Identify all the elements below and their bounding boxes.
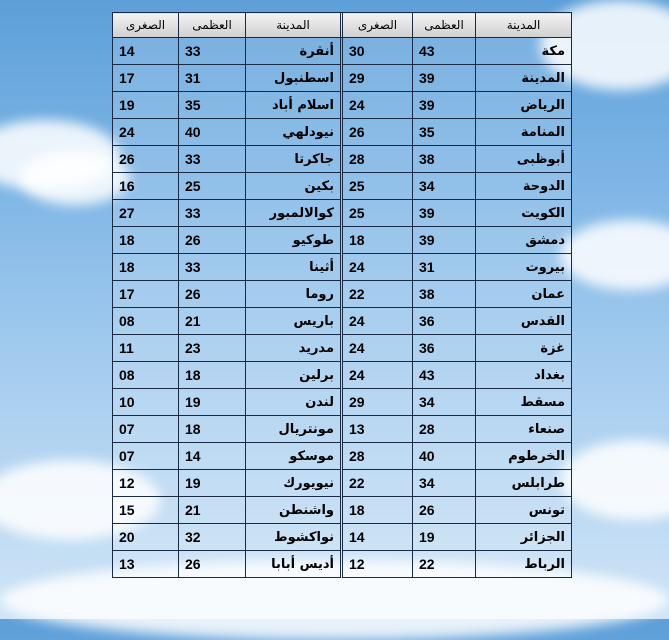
right-max-cell: 35 (413, 119, 476, 146)
table-row (113, 200, 572, 227)
right-min-cell: 24 (343, 308, 413, 335)
right-city-cell: عمان (476, 281, 572, 308)
left-min-cell: 24 (113, 119, 179, 146)
right-min-cell: 22 (343, 281, 413, 308)
left-max-cell: 33 (179, 254, 246, 281)
column-separator (341, 38, 343, 65)
right-city-cell: المنامة (476, 119, 572, 146)
column-separator (341, 470, 343, 497)
right-min-cell: 25 (343, 200, 413, 227)
left-min-cell: 10 (113, 389, 179, 416)
left-city-cell: نيودلهي (246, 119, 341, 146)
right-city-cell: المدينة (476, 65, 572, 92)
column-separator (341, 173, 343, 200)
right-max-cell: 43 (413, 362, 476, 389)
right-max-cell: 36 (413, 308, 476, 335)
right-max-cell: 38 (413, 146, 476, 173)
left-city-cell: موسكو (246, 443, 341, 470)
weather-table (112, 12, 572, 578)
right-city-cell: بيروت (476, 254, 572, 281)
left-city-cell: لندن (246, 389, 341, 416)
right-city-cell: مكة (476, 38, 572, 65)
left-min-cell: 07 (113, 416, 179, 443)
left-max-cell: 31 (179, 65, 246, 92)
table-row (113, 308, 572, 335)
table-row (113, 281, 572, 308)
right-max-cell: 39 (413, 65, 476, 92)
column-separator (341, 389, 343, 416)
right-min-cell: 26 (343, 119, 413, 146)
cloud-decoration (560, 440, 669, 520)
right-min-cell: 18 (343, 227, 413, 254)
table-row (113, 551, 572, 578)
left-city-cell: نواكشوط (246, 524, 341, 551)
table-row (113, 443, 572, 470)
left-max-cell: 19 (179, 470, 246, 497)
right-city-cell: طرابلس (476, 470, 572, 497)
left-max-cell: 14 (179, 443, 246, 470)
header-max: العظمى (179, 13, 246, 38)
table-row (113, 92, 572, 119)
column-separator (341, 308, 343, 335)
right-city-cell: الخرطوم (476, 443, 572, 470)
left-max-cell: 19 (179, 389, 246, 416)
left-city-cell: روما (246, 281, 341, 308)
right-max-cell: 34 (413, 389, 476, 416)
left-min-cell: 16 (113, 173, 179, 200)
left-min-cell: 18 (113, 254, 179, 281)
right-city-cell: الرباط (476, 551, 572, 578)
column-separator (341, 227, 343, 254)
column-separator (341, 200, 343, 227)
right-max-cell: 39 (413, 227, 476, 254)
right-min-cell: 22 (343, 470, 413, 497)
table-row (113, 119, 572, 146)
right-min-cell: 13 (343, 416, 413, 443)
right-max-cell: 31 (413, 254, 476, 281)
cloud-decoration (560, 220, 669, 290)
column-separator (341, 416, 343, 443)
right-city-cell: دمشق (476, 227, 572, 254)
left-city-cell: أديس أبابا (246, 551, 341, 578)
column-separator (341, 335, 343, 362)
column-separator (341, 119, 343, 146)
table-row (113, 389, 572, 416)
right-min-cell: 24 (343, 335, 413, 362)
right-max-cell: 40 (413, 443, 476, 470)
column-separator (341, 281, 343, 308)
right-min-cell: 28 (343, 443, 413, 470)
right-max-cell: 34 (413, 173, 476, 200)
right-max-cell: 28 (413, 416, 476, 443)
right-max-cell: 26 (413, 497, 476, 524)
column-separator (341, 551, 343, 578)
table-row (113, 524, 572, 551)
left-min-cell: 15 (113, 497, 179, 524)
left-min-cell: 14 (113, 38, 179, 65)
left-min-cell: 19 (113, 92, 179, 119)
left-city-cell: طوكيو (246, 227, 341, 254)
left-min-cell: 08 (113, 362, 179, 389)
table-row (113, 146, 572, 173)
right-max-cell: 39 (413, 92, 476, 119)
left-min-cell: 26 (113, 146, 179, 173)
table-row (113, 254, 572, 281)
column-separator (341, 92, 343, 119)
right-city-cell: الرياض (476, 92, 572, 119)
left-min-cell: 08 (113, 308, 179, 335)
right-min-cell: 18 (343, 497, 413, 524)
right-max-cell: 36 (413, 335, 476, 362)
left-min-cell: 12 (113, 470, 179, 497)
left-min-cell: 07 (113, 443, 179, 470)
right-max-cell: 38 (413, 281, 476, 308)
right-city-cell: الكويت (476, 200, 572, 227)
table-row (113, 470, 572, 497)
right-min-cell: 24 (343, 362, 413, 389)
left-min-cell: 20 (113, 524, 179, 551)
left-min-cell: 17 (113, 65, 179, 92)
left-city-cell: اسلام أباد (246, 92, 341, 119)
left-max-cell: 25 (179, 173, 246, 200)
left-min-cell: 13 (113, 551, 179, 578)
right-min-cell: 28 (343, 146, 413, 173)
table-row (113, 65, 572, 92)
right-city-cell: مسقط (476, 389, 572, 416)
left-max-cell: 26 (179, 551, 246, 578)
left-max-cell: 26 (179, 281, 246, 308)
table-body (113, 38, 572, 578)
right-min-cell: 24 (343, 92, 413, 119)
left-min-cell: 17 (113, 281, 179, 308)
header-city: المدينة (246, 13, 341, 38)
column-separator (341, 443, 343, 470)
column-separator (341, 497, 343, 524)
right-city-cell: بغداد (476, 362, 572, 389)
left-city-cell: جاكرتا (246, 146, 341, 173)
right-city-cell: تونس (476, 497, 572, 524)
column-separator (341, 524, 343, 551)
right-min-cell: 12 (343, 551, 413, 578)
left-city-cell: باريس (246, 308, 341, 335)
right-min-cell: 29 (343, 389, 413, 416)
left-max-cell: 23 (179, 335, 246, 362)
left-city-cell: مونتريال (246, 416, 341, 443)
right-min-cell: 24 (343, 254, 413, 281)
right-max-cell: 43 (413, 38, 476, 65)
header-min: الصغرى (343, 13, 413, 38)
right-min-cell: 30 (343, 38, 413, 65)
left-max-cell: 21 (179, 308, 246, 335)
column-separator (341, 146, 343, 173)
left-city-cell: واشنطن (246, 497, 341, 524)
right-max-cell: 19 (413, 524, 476, 551)
right-city-cell: أبوظبى (476, 146, 572, 173)
left-city-cell: كوالالمبور (246, 200, 341, 227)
left-city-cell: نيويورك (246, 470, 341, 497)
right-max-cell: 39 (413, 200, 476, 227)
right-min-cell: 25 (343, 173, 413, 200)
table-row (113, 362, 572, 389)
column-separator (341, 65, 343, 92)
left-city-cell: اسطنبول (246, 65, 341, 92)
column-separator (341, 254, 343, 281)
left-city-cell: برلين (246, 362, 341, 389)
left-max-cell: 18 (179, 362, 246, 389)
column-separator (341, 13, 343, 38)
table-row (113, 497, 572, 524)
table-row (113, 227, 572, 254)
right-city-cell: القدس (476, 308, 572, 335)
left-city-cell: أثينا (246, 254, 341, 281)
right-city-cell: الجزائر (476, 524, 572, 551)
right-city-cell: الدوحة (476, 173, 572, 200)
left-max-cell: 33 (179, 146, 246, 173)
left-max-cell: 33 (179, 200, 246, 227)
left-city-cell: مدريد (246, 335, 341, 362)
right-city-cell: غزة (476, 335, 572, 362)
left-min-cell: 18 (113, 227, 179, 254)
table-row (113, 335, 572, 362)
left-max-cell: 26 (179, 227, 246, 254)
left-max-cell: 32 (179, 524, 246, 551)
left-max-cell: 35 (179, 92, 246, 119)
left-city-cell: أنقرة (246, 38, 341, 65)
table-row (113, 38, 572, 65)
table-row (113, 173, 572, 200)
left-max-cell: 18 (179, 416, 246, 443)
column-separator (341, 362, 343, 389)
left-max-cell: 21 (179, 497, 246, 524)
header-min: الصغرى (113, 13, 179, 38)
left-max-cell: 40 (179, 119, 246, 146)
table-row (113, 416, 572, 443)
left-min-cell: 11 (113, 335, 179, 362)
left-min-cell: 27 (113, 200, 179, 227)
left-city-cell: بكين (246, 173, 341, 200)
right-max-cell: 22 (413, 551, 476, 578)
left-max-cell: 33 (179, 38, 246, 65)
right-city-cell: صنعاء (476, 416, 572, 443)
right-min-cell: 14 (343, 524, 413, 551)
header-city: المدينة (476, 13, 572, 38)
right-max-cell: 34 (413, 470, 476, 497)
header-max: العظمى (413, 13, 476, 38)
right-min-cell: 29 (343, 65, 413, 92)
header-row (113, 13, 572, 38)
